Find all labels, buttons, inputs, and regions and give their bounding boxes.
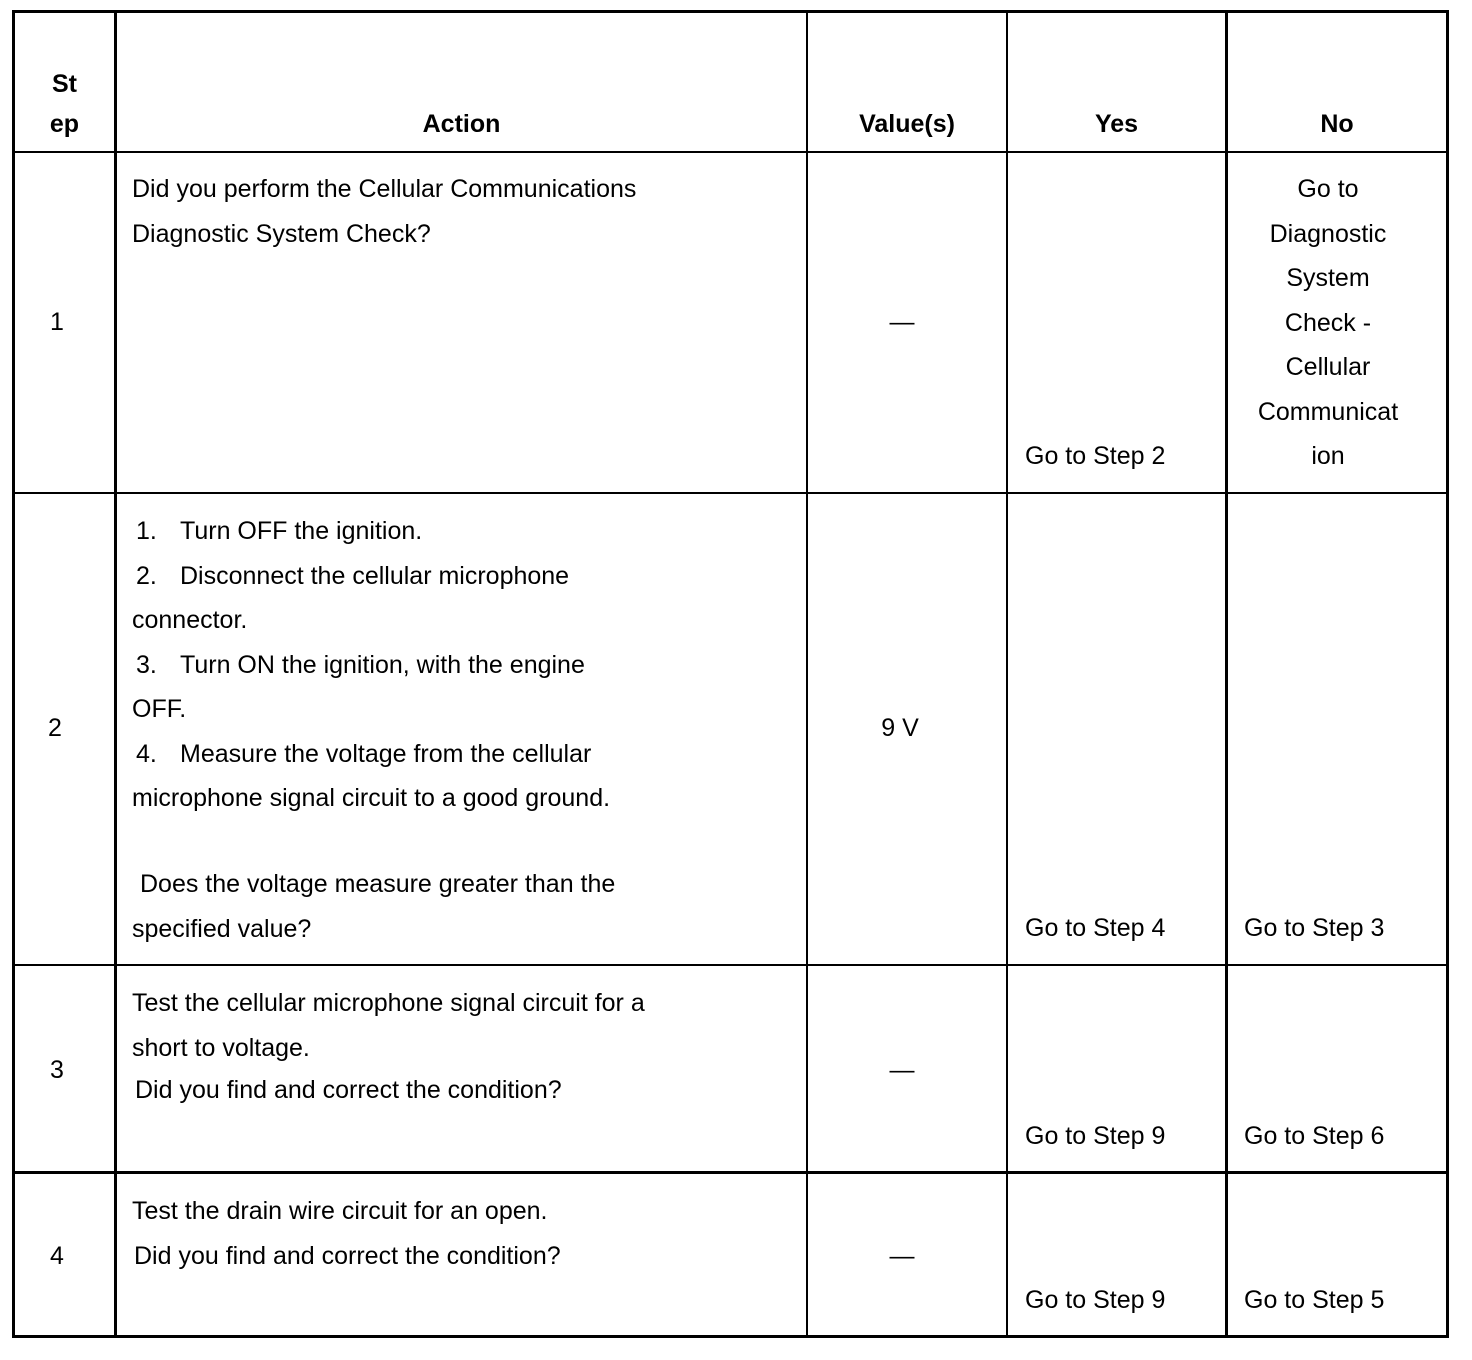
list-number: 3. xyxy=(136,650,157,679)
row-divider xyxy=(12,964,1449,966)
no-line: Check - xyxy=(1284,308,1372,337)
yes-cell: Go to Step 2 xyxy=(1025,442,1166,470)
step-number: 1 xyxy=(50,308,64,336)
step-number: 3 xyxy=(50,1056,64,1084)
action-text xyxy=(132,1189,802,1278)
row-divider xyxy=(12,492,1449,494)
list-text: Disconnect the cellular microphone xyxy=(180,561,570,590)
header-step-line1: St xyxy=(52,70,77,98)
action-text xyxy=(132,509,802,821)
no-cell: Go to Step 5 xyxy=(1244,1286,1385,1314)
column-divider xyxy=(114,10,117,1338)
step-number: 2 xyxy=(48,714,62,742)
no-line: Diagnostic xyxy=(1269,219,1387,248)
list-item xyxy=(132,554,802,599)
list-text: Measure the voltage from the cellular xyxy=(180,739,592,768)
action-line: Did you find and correct the condition? xyxy=(135,1076,562,1104)
no-cell xyxy=(1228,167,1428,479)
list-continuation: microphone signal circuit to a good ground. xyxy=(132,784,611,812)
no-line: ion xyxy=(1311,442,1345,470)
header-step-line2: ep xyxy=(49,110,80,138)
header-values: Value(s) xyxy=(859,110,955,138)
list-text: Turn OFF the ignition. xyxy=(180,517,423,545)
list-text: Turn ON the ignition, with the engine xyxy=(180,650,585,679)
action-text xyxy=(132,167,802,256)
table-border-top xyxy=(12,10,1449,13)
action-text xyxy=(132,981,802,1113)
action-line: Test the cellular microphone signal circuit for a xyxy=(132,989,645,1017)
header-action: Action xyxy=(422,110,501,138)
header-yes: Yes xyxy=(1094,110,1139,138)
column-divider xyxy=(806,10,808,1338)
column-divider xyxy=(1006,10,1008,1338)
table-border-right xyxy=(1446,10,1449,1338)
no-cell: Go to Step 6 xyxy=(1244,1122,1385,1150)
value-cell: — xyxy=(889,1056,915,1084)
no-line: System xyxy=(1286,264,1370,292)
table-border-bottom xyxy=(12,1335,1449,1338)
question-text xyxy=(132,862,802,951)
list-continuation: OFF. xyxy=(132,695,187,723)
list-item xyxy=(132,732,802,777)
table-border-left xyxy=(12,10,15,1338)
action-line: short to voltage. xyxy=(132,1033,310,1062)
value-cell: — xyxy=(889,308,915,336)
row-divider xyxy=(12,1171,1449,1174)
header-no: No xyxy=(1320,110,1354,138)
list-number: 4. xyxy=(136,739,157,768)
list-number: 2. xyxy=(136,561,157,590)
yes-cell: Go to Step 4 xyxy=(1025,914,1166,942)
list-continuation: connector. xyxy=(132,606,248,634)
value-cell: — xyxy=(889,1242,915,1270)
no-cell: Go to Step 3 xyxy=(1244,914,1385,942)
value-cell: 9 V xyxy=(881,714,919,742)
list-item xyxy=(132,643,802,688)
action-line: Did you find and correct the condition? xyxy=(134,1241,561,1270)
list-number: 1. xyxy=(136,517,157,545)
action-line: Diagnostic System Check? xyxy=(132,219,431,248)
no-line: Go to xyxy=(1297,175,1359,203)
list-item xyxy=(132,509,802,554)
yes-cell: Go to Step 9 xyxy=(1025,1122,1166,1150)
question-line: Does the voltage measure greater than the xyxy=(140,870,616,898)
action-line: Did you perform the Cellular Communications xyxy=(132,175,637,203)
no-line: Communicat xyxy=(1257,397,1399,426)
row-divider xyxy=(12,151,1449,153)
action-line: Test the drain wire circuit for an open. xyxy=(132,1197,548,1225)
step-number: 4 xyxy=(50,1242,64,1270)
yes-cell: Go to Step 9 xyxy=(1025,1286,1166,1314)
no-line: Cellular xyxy=(1285,353,1371,381)
question-line: specified value? xyxy=(132,914,312,943)
header-step xyxy=(15,64,114,144)
